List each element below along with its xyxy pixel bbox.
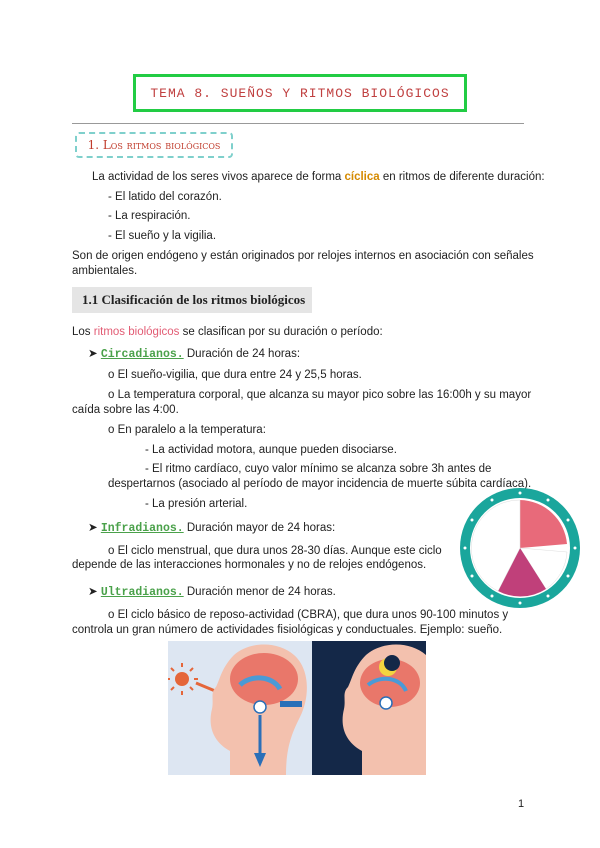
circadian-light-illustration: [168, 641, 426, 775]
circadian-subpoint: - El ritmo cardíaco, cuyo valor mínimo se alcanza sobre 3h antes de: [145, 463, 492, 475]
section-1-1-heading: 1.1 Clasificación de los ritmos biológicos: [82, 292, 306, 307]
infradian-desc: Duración mayor de 24 horas:: [183, 522, 336, 534]
list-item: - El sueño y la vigilia.: [108, 230, 217, 242]
ultradian-desc: Duración menor de 24 horas.: [183, 586, 336, 598]
ultradian-point: o El ciclo básico de reposo-actividad (CBRA), que dura unos 90-100 minutos y: [108, 609, 509, 621]
menstrual-cycle-wheel: [458, 486, 582, 610]
intro-text: La actividad de los seres vivos aparece de forma: [92, 171, 345, 183]
section-1-1-heading-box: [72, 287, 312, 313]
arrow-bullet-icon: ➤: [88, 348, 98, 360]
list-item: - El latido del corazón.: [108, 191, 222, 203]
origin-line-1: Son de origen endógeno y están originados por relojes internos en asociación con señales: [72, 250, 534, 262]
intro-paragraph: [92, 170, 545, 184]
classification-lead: [72, 325, 383, 339]
title-divider: [72, 123, 524, 124]
section-1-heading-box: [75, 132, 233, 158]
circadian-heading: [88, 347, 300, 362]
circadian-point: o El sueño-vigilia, que dura entre 24 y 25,5 horas.: [108, 369, 362, 381]
intro-text-end: en ritmos de diferente duración:: [379, 171, 545, 183]
section-1-heading: 1. Los ritmos biológicos: [87, 138, 221, 152]
infradian-term: Infradianos.: [100, 522, 184, 535]
arrow-bullet-icon: ➤: [88, 586, 98, 598]
lead-highlight: ritmos biológicos: [93, 326, 180, 338]
circadian-subpoint: - La actividad motora, aunque pueden disociarse.: [145, 444, 397, 456]
lead-text-end: se clasifican por su duración o período:: [179, 326, 383, 338]
circadian-desc: Duración de 24 horas:: [183, 348, 301, 360]
circadian-term: Circadianos.: [100, 348, 184, 361]
origin-line-2: ambientales.: [72, 265, 138, 277]
circadian-subpoint-cont: despertarnos (asociado al período de mayor incidencia de muerte súbita cardíaca).: [108, 478, 532, 490]
ultradian-term: Ultradianos.: [100, 586, 184, 599]
intro-highlight: cíclica: [344, 171, 380, 183]
page-number: 1: [518, 798, 525, 810]
list-item: - La respiración.: [108, 210, 191, 222]
circadian-point: o En paralelo a la temperatura:: [108, 424, 266, 436]
circadian-point-cont: caída sobre las 4:00.: [72, 404, 179, 416]
document-title: TEMA 8. SUEÑOS Y RITMOS BIOLÓGICOS: [150, 85, 450, 101]
infradian-heading: [88, 521, 335, 536]
infradian-point: o El ciclo menstrual, que dura unos 28-30 días. Aunque este ciclo: [108, 545, 442, 557]
ultradian-point-cont: controla un gran número de actividades fisiológicas y conductuales. Ejemplo: sueño.: [72, 624, 503, 636]
document-title-box: [133, 74, 467, 112]
circadian-point: o La temperatura corporal, que alcanza su mayor pico sobre las 16:00h y su mayor: [108, 389, 532, 401]
infradian-point-cont: depende de las interacciones hormonales y no de relojes endógenos.: [72, 559, 427, 571]
lead-text: Los: [72, 326, 94, 338]
circadian-subpoint: - La presión arterial.: [145, 498, 248, 510]
arrow-bullet-icon: ➤: [88, 522, 98, 534]
ultradian-heading: [88, 585, 336, 600]
